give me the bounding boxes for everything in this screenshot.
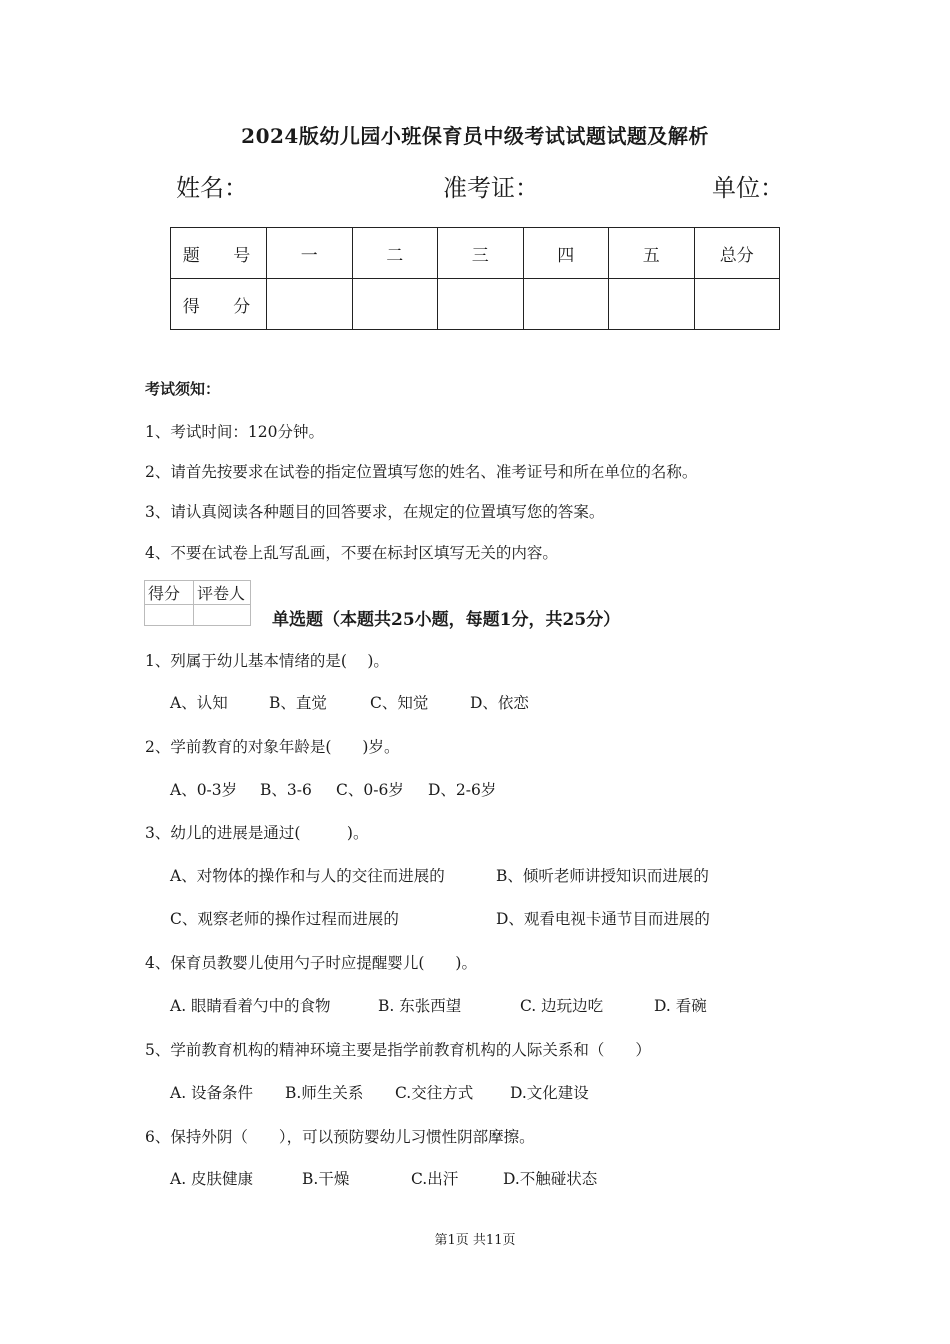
- question-5-option-c[interactable]: C.交往方式: [395, 1084, 474, 1102]
- question-1-option-a[interactable]: A、认知: [170, 694, 228, 712]
- score-cell-3[interactable]: [438, 279, 524, 330]
- exam-id-field-label: 准考证：: [443, 174, 539, 202]
- question-6-option-c[interactable]: C.出汗: [411, 1170, 459, 1188]
- question-2-option-c[interactable]: C、0-6岁: [336, 781, 404, 799]
- question-6-option-d[interactable]: D.不触碰状态: [503, 1170, 598, 1188]
- question-6-option-b[interactable]: B.干燥: [302, 1170, 350, 1188]
- section-title: 单选题（本题共25小题，每题1分，共25分）: [272, 610, 621, 630]
- name-field-label: 姓名：: [176, 174, 248, 202]
- question-3-option-c[interactable]: C、观察老师的操作过程而进展的: [170, 910, 399, 928]
- question-6-option-a[interactable]: A. 皮肤健康: [170, 1170, 254, 1188]
- score-table-header-label: 题 号: [171, 228, 267, 279]
- question-2-option-b[interactable]: B、3-6: [260, 781, 312, 799]
- grader-score-label: 得分: [145, 581, 194, 605]
- unit-field-label: 单位：: [712, 174, 784, 202]
- notice-item-4: 4、不要在试卷上乱写乱画，不要在标封区填写无关的内容。: [145, 544, 558, 562]
- score-table: [170, 227, 780, 330]
- question-5-stem: 5、学前教育机构的精神环境主要是指学前教育机构的人际关系和（ ）: [145, 1041, 651, 1059]
- question-4-option-b[interactable]: B. 东张西望: [378, 997, 462, 1015]
- question-5-option-b[interactable]: B.师生关系: [285, 1084, 364, 1102]
- page-footer: 第1页 共11页: [434, 1233, 516, 1248]
- score-table-header-row: [171, 228, 780, 279]
- question-2-option-a[interactable]: A、0-3岁: [170, 781, 238, 799]
- question-1-option-b[interactable]: B、直觉: [269, 694, 327, 712]
- question-4-option-a[interactable]: A. 眼睛看着勺中的食物: [170, 997, 331, 1015]
- question-3-option-a[interactable]: A、对物体的操作和与人的交往而进展的: [170, 867, 445, 885]
- score-cell-2[interactable]: [352, 279, 438, 330]
- question-1-option-d[interactable]: D、依恋: [470, 694, 529, 712]
- question-3-stem: 3、幼儿的进展是通过( )。: [145, 824, 369, 842]
- question-3-option-d[interactable]: D、观看电视卡通节目而进展的: [496, 910, 710, 928]
- score-table-col-5: 五: [609, 228, 695, 279]
- grader-name-label: 评卷人: [194, 581, 251, 605]
- notice-title: 考试须知：: [145, 380, 221, 398]
- grader-score-cell[interactable]: [145, 605, 194, 626]
- question-4-option-c[interactable]: C. 边玩边吃: [520, 997, 604, 1015]
- question-6-stem: 6、保持外阴（ ），可以预防婴幼儿习惯性阴部摩擦。: [145, 1128, 535, 1146]
- score-table-col-4: 四: [523, 228, 609, 279]
- score-cell-4[interactable]: [523, 279, 609, 330]
- question-3-option-b[interactable]: B、倾听老师讲授知识而进展的: [496, 867, 709, 885]
- question-4-stem: 4、保育员教婴儿使用勺子时应提醒婴儿( )。: [145, 954, 477, 972]
- grader-name-cell[interactable]: [194, 605, 251, 626]
- question-2-option-d[interactable]: D、2-6岁: [428, 781, 497, 799]
- question-5-option-a[interactable]: A. 设备条件: [170, 1084, 254, 1102]
- question-4-option-d[interactable]: D. 看碗: [654, 997, 707, 1015]
- notice-item-3: 3、请认真阅读各种题目的回答要求，在规定的位置填写您的答案。: [145, 503, 605, 521]
- score-table-col-total: 总分: [694, 228, 780, 279]
- score-table-col-2: 二: [352, 228, 438, 279]
- score-table-score-row: [171, 279, 780, 330]
- notice-item-2: 2、请首先按要求在试卷的指定位置填写您的姓名、准考证号和所在单位的名称。: [145, 463, 698, 481]
- page-title: 2024版幼儿园小班保育员中级考试试题试题及解析: [241, 124, 709, 148]
- grader-box: [144, 580, 251, 626]
- question-5-option-d[interactable]: D.文化建设: [510, 1084, 589, 1102]
- score-table-col-1: 一: [267, 228, 353, 279]
- notice-item-1: 1、考试时间：120分钟。: [145, 423, 324, 441]
- score-cell-1[interactable]: [267, 279, 353, 330]
- question-1-option-c[interactable]: C、知觉: [370, 694, 429, 712]
- score-table-row-label: 得 分: [171, 279, 267, 330]
- question-1-stem: 1、列属于幼儿基本情绪的是( )。: [145, 652, 389, 670]
- score-cell-total[interactable]: [694, 279, 780, 330]
- score-table-col-3: 三: [438, 228, 524, 279]
- question-2-stem: 2、学前教育的对象年龄是( )岁。: [145, 738, 400, 756]
- score-cell-5[interactable]: [609, 279, 695, 330]
